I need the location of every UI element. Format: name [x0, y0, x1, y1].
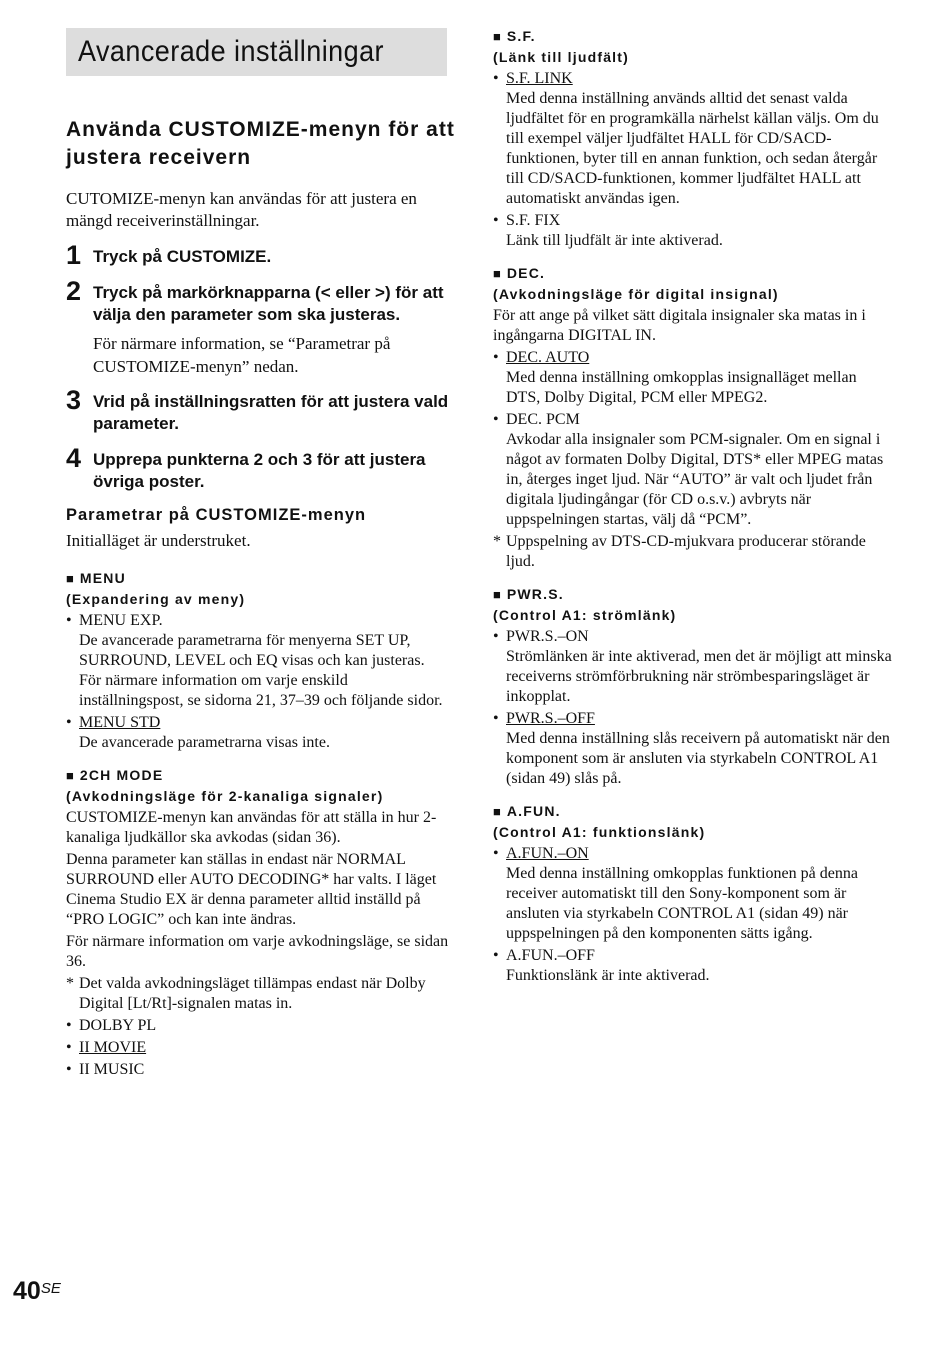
dec-text: För att ange på vilket sätt digitala insignaler ska matas in i ingångarna DIGITAL IN. [493, 307, 866, 344]
option-label-default: DEC. AUTO [506, 349, 590, 366]
step-number: 3 [66, 384, 82, 415]
2ch-title: ■ 2CH MODE [66, 766, 164, 783]
pwr-title: ■ PWR.S. [493, 586, 564, 602]
list-item: • DEC. PCM Avkodar alla insignaler som PCM-signaler. Om en signal i något av formaten Dolby Digital, DTS* eller MPEG matas in, återges inget ljud. När “AUTO” är valt och ljudet från digitala ljudingångar (för CD o.s.v.) avbryts när uppspelningen startas, välj då “PCM”. [493, 410, 893, 530]
footnote: * Det valda avkodningsläget tillämpas endast när Dolby Digital [Lt/Rt]-signalen matas in. [66, 974, 426, 1012]
2ch-subtitle: (Avkodningsläge för 2-kanaliga signaler) [66, 787, 384, 804]
step-number: 4 [66, 442, 82, 473]
step-number: 2 [66, 275, 82, 306]
sf-title: ■ S.F. [493, 28, 536, 44]
option-desc: De avancerade parametrarna visas inte. [79, 733, 330, 751]
intro-text: CUTOMIZE-menyn kan användas för att justera en mängd receiverinställningar. [66, 189, 417, 230]
menu-title: ■ MENU [66, 569, 126, 586]
sf-subtitle: (Länk till ljudfält) [493, 49, 629, 65]
option-desc: Länk till ljudfält är inte aktiverad. [506, 232, 723, 249]
step-text: Tryck på markörknapparna (< eller >) för att välja den parameter som ska justeras. [93, 282, 444, 324]
section-heading: Använda CUSTOMIZE-menyn för att justera receivern [66, 118, 455, 169]
option-desc: Med denna inställning omkopplas funktionen på denna receiver automatiskt till den Sony-komponent som är ansluten via styrkabeln CONTROL A1 (sidan 49) när uppspelningen på den komponenten sätts igång. [506, 865, 858, 942]
step-text: Vrid på inställningsratten för att justera vald parameter. [93, 391, 449, 433]
left-column [66, 28, 456, 1080]
option-desc: De avancerade parametrarna för menyerna SET UP, SURROUND, LEVEL och EQ visas och kan justeras. [79, 631, 425, 669]
list-item: • A.FUN.–ON Med denna inställning omkopplas funktionen på denna receiver automatiskt till den Sony-komponent som är ansluten via styrkabeln CONTROL A1 (sidan 49) när uppspelningen på den komponenten sätts igång. [493, 844, 893, 944]
menu-section [66, 568, 456, 753]
parameters-heading: Parametrar på CUSTOMIZE-menyn [66, 505, 367, 524]
list-item: • DEC. AUTO Med denna inställning omkopplas insignalläget mellan DTS, Dolby Digital, PCM eller MPEG2. [493, 348, 893, 408]
list-item: • PWR.S.–OFF Med denna inställning slås receivern på automatiskt när den komponent som är ansluten via styrkabeln CONTROL A1 (sidan 49) slås på. [493, 709, 893, 789]
option-desc: För närmare information om varje enskild inställningspost, se sidorna 21, 37–39 och följande sidor. [79, 671, 443, 709]
initial-note: Initialläget är understruket. [66, 530, 251, 550]
list-item: • II MOVIE [66, 1038, 147, 1056]
list-item: • A.FUN.–OFF Funktionslänk är inte aktiverad. [493, 946, 893, 986]
pwr-subtitle: (Control A1: strömlänk) [493, 607, 677, 623]
option-desc: Med denna inställning används alltid det senast valda ljudfältet för en programkälla närhelst källan väljs. Om du till exempel väljer ljudfältet HALL för CD/SACD-funktionen, byter till en annan funktion, och sedan återgår till CD/SACD-funktionen, kommer ljudfältet HALL att automatiskt användas igen. [506, 90, 879, 207]
pwr-section [493, 584, 893, 789]
page-number: $40^{SE}$ [13, 1277, 61, 1305]
step-text: Tryck på CUSTOMIZE. [93, 247, 272, 266]
option-desc: Avkodar alla insignaler som PCM-signaler. Om en signal i något av formaten Dolby Digital, DTS* eller MPEG matas in, återges inget ljud. När “AUTO” är valt och ljudet från digitala ljudingångar (för CD o.s.v.) avbryts när uppspelningen startas, välj då “PCM”. [506, 431, 884, 528]
menu-subtitle: (Expandering av meny) [66, 590, 246, 607]
footnote: * Uppspelning av DTS-CD-mjukvara producerar störande ljud. [493, 533, 866, 570]
option-label: DOLBY PL [79, 1016, 157, 1034]
section-marker: ■ [66, 570, 74, 586]
step-3 [66, 384, 456, 436]
option-label: MENU EXP. [79, 611, 163, 629]
afun-title: ■ A.FUN. [493, 803, 561, 819]
2ch-mode-section [66, 765, 456, 1080]
list-item: • PWR.S.–ON Strömlänken är inte aktiverad, men det är möjligt att minska receiverns strömförbrukning när strömbesparingsläget är inkopplat. [493, 628, 892, 705]
step-1 [66, 240, 456, 270]
option-desc: Med denna inställning omkopplas insignalläget mellan DTS, Dolby Digital, PCM eller MPEG2. [506, 369, 857, 406]
option-desc: Funktionslänk är inte aktiverad. [506, 967, 710, 984]
2ch-text: För närmare information om varje avkodningsläge, se sidan 36. [66, 932, 449, 970]
page-title-box [66, 28, 447, 76]
list-item: • MENU STD De avancerade parametrarna visas inte. [66, 713, 456, 753]
list-item: • II MUSIC [66, 1060, 145, 1078]
step-2 [66, 275, 456, 378]
list-item: • S.F. FIX Länk till ljudfält är inte aktiverad. [493, 211, 893, 251]
right-column [493, 26, 893, 986]
2ch-text: CUSTOMIZE-menyn kan användas för att ställa in hur 2-kanaliga ljudkällor ska avkodas (sidan 36). [66, 808, 437, 846]
dec-title: ■ DEC. [493, 265, 546, 281]
option-label: II MUSIC [79, 1060, 145, 1078]
page-suffix: SE [40, 1280, 61, 1297]
option-label-default: II MOVIE [79, 1038, 147, 1056]
option-label-default: MENU STD [79, 713, 161, 731]
option-label-default: A.FUN.–ON [506, 845, 589, 862]
list-item: • DOLBY PL [66, 1016, 157, 1034]
sf-section [493, 26, 893, 251]
step-number: 1 [66, 240, 82, 270]
step-text: Upprepa punkterna 2 och 3 för att justera övriga poster. [93, 449, 426, 491]
dec-subtitle: (Avkodningsläge för digital insignal) [493, 286, 779, 302]
afun-section [493, 801, 893, 986]
list-item: • MENU EXP. De avancerade parametrarna för menyerna SET UP, SURROUND, LEVEL och EQ visas och kan justeras. För närmare information om varje enskild inställningspost, se sidorna 21, 37–39 och följande sidor. [66, 611, 456, 711]
option-desc: Strömlänken är inte aktiverad, men det är möjligt att minska receiverns strömförbrukning när strömbesparingsläget är inkopplat. [506, 648, 892, 705]
list-item: • S.F. LINK Med denna inställning används alltid det senast valda ljudfältet för en programkälla närhelst källan väljs. Om du till exempel väljer ljudfältet HALL för CD/SACD-funktionen, byter till en annan funktion, och sedan återgår till CD/SACD-funktionen, kommer ljudfältet HALL att automatiskt användas igen. [493, 69, 893, 209]
option-desc: Med denna inställning slås receivern på automatiskt när den komponent som är ansluten via styrkabeln CONTROL A1 (sidan 49) slås på. [506, 730, 890, 787]
dec-section [493, 263, 893, 572]
afun-subtitle: (Control A1: funktionslänk) [493, 824, 706, 840]
2ch-text: Denna parameter kan ställas in endast när NORMAL SURROUND eller AUTO DECODING* har valts. I läget Cinema Studio EX är denna parameter alltid inställd på “PRO LOGIC” och kan inte ändras. [66, 850, 437, 928]
option-label-default: S.F. LINK [506, 70, 573, 87]
option-label: PWR.S.–ON [506, 628, 589, 645]
page-title: Avancerade inställningar [78, 35, 384, 68]
option-label: S.F. FIX [506, 212, 561, 229]
option-label: DEC. PCM [506, 411, 580, 428]
option-label: A.FUN.–OFF [506, 947, 595, 964]
step-note: För närmare information, se “Parametrar på CUSTOMIZE-menyn” nedan. [93, 333, 391, 376]
step-4 [66, 442, 456, 494]
option-label-default: PWR.S.–OFF [506, 710, 595, 727]
